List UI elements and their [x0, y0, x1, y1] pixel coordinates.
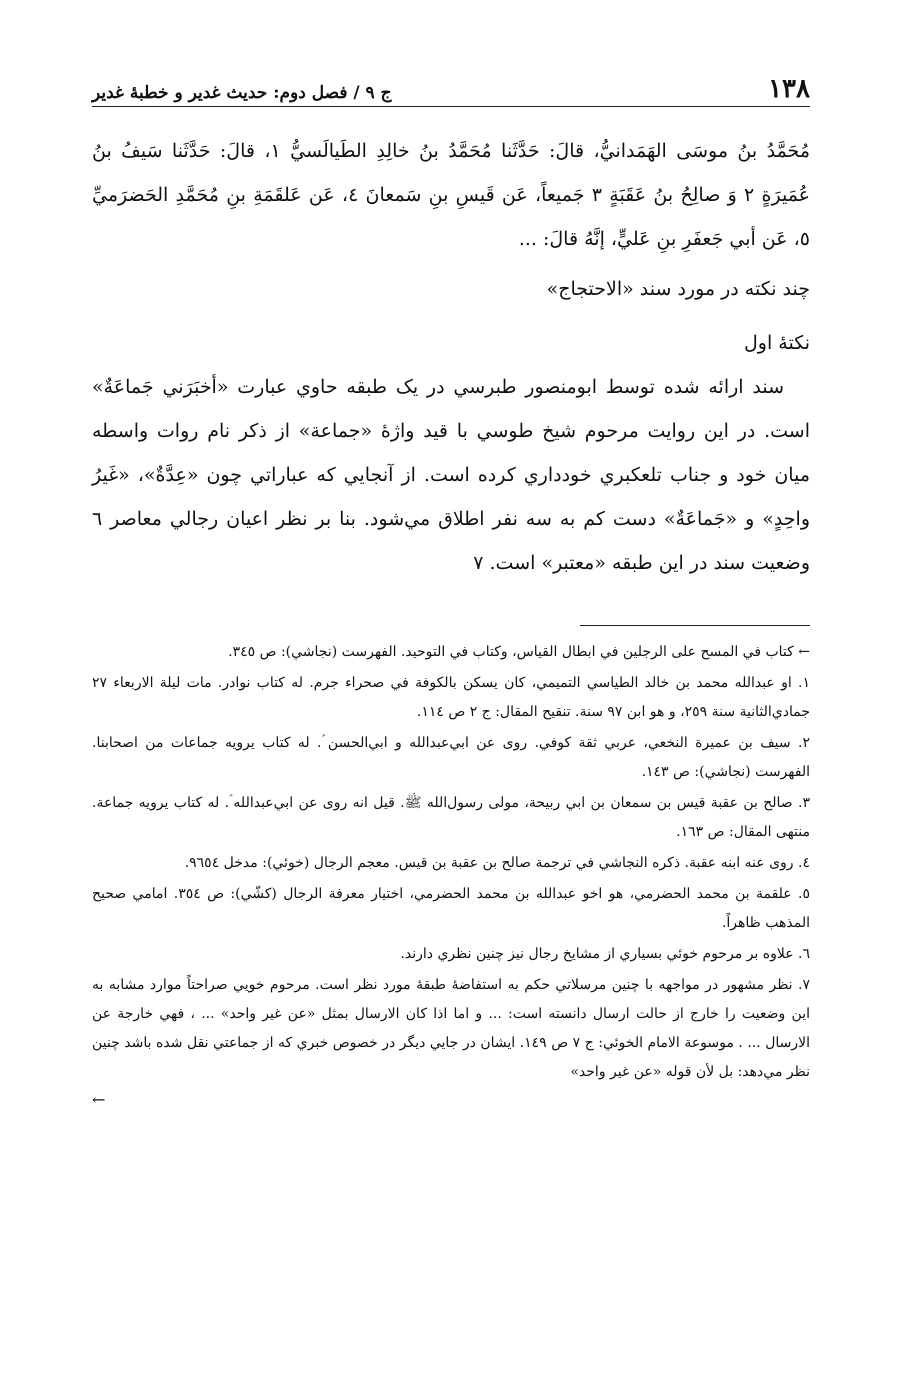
footnote-5: ٥. علقمة بن محمد الحضرمي، هو اخو عبدالله بن محمد الحضرمي، اختيار معرفة الرجال (كشّي): ص ٣٥٤. امامي صحيح المذهب ظاهراً.	[92, 886, 811, 931]
subsection-heading: نكتهٔ اول	[744, 332, 810, 354]
section-heading: چند نكته در مورد سند «الاحتجاج»	[546, 278, 810, 300]
footnote-7: ٧. نظر مشهور در مواجهه با چنين مرسلاتي حكم به استفاضهٔ طبقهٔ مورد نظر است. مرحوم خويي صراحتاً موارد مشابه به اين وضعيت را خارج از حالت ارسال دانسته است: ... و اما اذا كان الارسال بمثل «عن غير واحد» ... ، فهي خارجة عن الارسال ... . موسوعة الامام الخوئي: ج ٧ ص ١٤٩. ايشان در جايي ديگر در خصوص خبري كه از جماعتي نقل شده باشد چنين نظر مي‌دهد: بل لأن قوله «عن غير واحد»	[92, 977, 811, 1080]
page-number: ١٣٨	[768, 74, 810, 104]
body-paragraph: سند ارائه شده توسط ابومنصور طبرسي در يک طبقه حاوي عبارت «أخبَرَني جَماعَةٌ» است. در اين روايت مرحوم شيخ طوسي با قيد واژهٔ «جماعة» از ذكر نام روات واسطه ميان خود و جناب تلعكبري خودداري كرده است. از آنجايي كه عباراتي چون «عِدَّةٌ»، «غَيرُ واحِدٍ» و «جَماعَةٌ» دست كم به سه نفر اطلاق مي‌شود. بنا بر نظر اعيان رجالي معاصر ٦ وضعيت سند در اين طبقه «معتبر» است. ٧	[92, 376, 810, 574]
book-page	[92, 52, 810, 1111]
footnote-3: ٣. صالح بن عقبة قيس بن سمعان بن ابي ربيحة، مولى رسول‌الله ﷺ. قيل انه روى عن ابي‌عبدالله ؑ. له كتاب يرويه جماعة. منتهى المقال: ص ١٦٣.	[92, 795, 810, 840]
footnote-divider	[580, 625, 810, 626]
footnote-2: ٢. سيف بن عميرة النخعي، عربي ثقة كوفي. روى عن ابي‌عبدالله و ابي‌الحسن ؑ. له كتاب يرويه جماعات من اصحابنا. الفهرست (نجاشي): ص ١٤٣.	[92, 735, 810, 780]
footnote-4: ٤. روى عنه ابنه عقبة. ذكره النجاشي في ترجمة صالح بن عقبة بن قيس. معجم الرجال (خوئي): مدخل ٩٦٥٤.	[184, 855, 810, 871]
footnotes	[92, 638, 810, 1111]
running-title: ج ٩ / فصل دوم: حديث غدير و خطبهٔ غدير	[92, 83, 392, 103]
footnote-6: ٦. علاوه بر مرحوم خوئي بسياري از مشايخ رجال نيز چنين نظري دارند.	[400, 946, 810, 962]
footnote-1: ١. او عبدالله محمد بن خالد الطياسي التميمي، كان يسكن بالكوفة في صحراء جرم. له كتاب نوادر. مات ليلة الاربعاء ٢٧ جمادي‌الثانية سنة ٢٥٩، و هو ابن ٩٧ سنة. تنقيح المقال: ج ٢ ص ١١٤.	[92, 675, 810, 720]
page-header	[92, 52, 810, 107]
main-text	[92, 129, 810, 585]
hadith-chain-paragraph: مُحَمَّدُ بنُ موسَى الهَمَدانيُّ، قالَ: حَدَّثَنا مُحَمَّدُ بنُ خالِدِ الطَيالَسيُّ ١، قالَ: حَدَّثَنا سَيفُ بنُ عُمَيرَةٍ ٢ وَ صالِحُ بنُ عَقَبَةٍ ٣ جَميعاً، عَن قَيسِ بنِ سَمعانَ ٤، عَن عَلقَمَةِ بنِ مُحَمَّدِ الحَضرَميِّ ٥، عَن أبي جَعفَرِ بنِ عَليٍّ، إنَّهُ قالَ: ...	[92, 140, 811, 250]
continuation-arrow-icon: ←	[92, 1090, 106, 1109]
footnote-continued: ← كتاب في المسح على الرجلين في ابطال القياس، وكتاب في التوحيد. الفهرست (نجاشي): ص ٣٤٥.	[228, 644, 810, 660]
